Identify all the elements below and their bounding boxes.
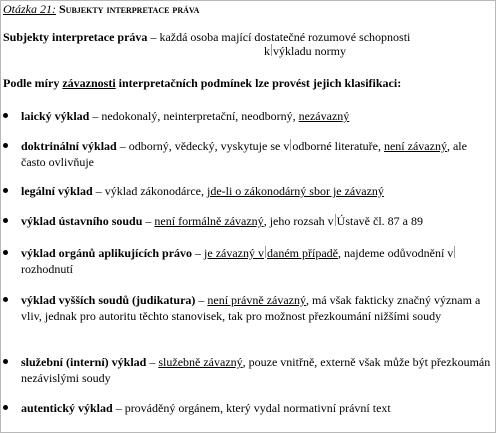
bullet-icon — [3, 250, 8, 255]
bullet-icon — [3, 297, 8, 302]
definition-paragraph — [3, 30, 489, 58]
text-cursor-mark — [335, 214, 336, 226]
question-title — [3, 2, 199, 16]
text-cursor-mark — [271, 44, 272, 56]
list-item: laický výklad – nedokonalý, neinterpretační, neodborný, nezávazný — [3, 108, 491, 124]
list-item: výklad orgánů aplikujících právo – je závazný v daném případě, najdeme odůvodnění vrozhodnutí — [3, 245, 491, 277]
bullet-icon — [3, 113, 8, 118]
bullet-icon — [3, 405, 8, 410]
list-item: legální výklad – výklad zákonodárce, jde-li o zákonodárný sbor je závazný — [3, 183, 491, 199]
bullet-icon — [3, 188, 8, 193]
list-item: doktrinální výklad – odborný, vědecký, vyskytuje se v odborné literatuře, není závazný, ale často ovlivňuje — [3, 138, 491, 170]
definition-line2: k výkladu normy — [264, 44, 346, 58]
bullet-icon — [3, 359, 8, 364]
text-cursor-mark — [265, 246, 266, 258]
list-item: výklad ústavního soudu – není formálně závazný, jeho rozsah v Ústavě čl. 87 a 89 — [3, 213, 491, 229]
definition-term: Subjekty interpretace práva — [3, 30, 148, 44]
bullet-icon — [3, 218, 8, 223]
text-cursor-mark — [454, 246, 455, 258]
bullet-icon — [3, 143, 8, 148]
list-item: autentický výklad – prováděný orgánem, který vydal normativní právní text — [3, 400, 491, 416]
list-item: výklad vyšších soudů (judikatura) – není právně závazný, má však fakticky značný význam a vliv, jednak pro autoritu těchto stanovisek, tak pro možnost přezkoumání nižšími soudy — [3, 292, 491, 324]
question-topic: Subjekty interpretace práva — [59, 2, 200, 16]
question-number: Otázka 21: — [3, 2, 56, 16]
classification-intro: Podle míry závaznosti interpretačních podmínek lze provést jejich klasifikaci: — [3, 76, 402, 90]
definition-line1: – každá osoba mající dostatečné rozumové schopnosti — [150, 30, 411, 44]
list-item: služební (interní) výklad – služebně závazný, pouze vnitřně, externě však může být přezkoumán nezávislými soudy — [3, 354, 491, 386]
